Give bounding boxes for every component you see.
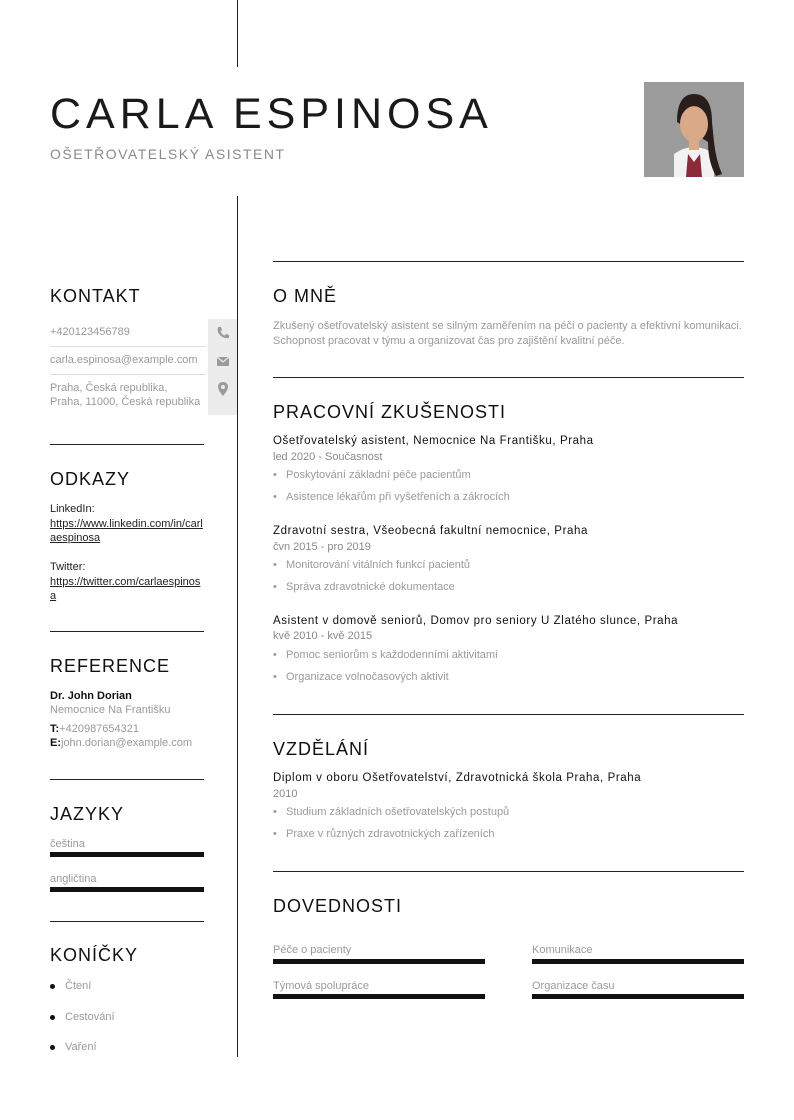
profile-photo	[644, 82, 744, 177]
linkedin-link[interactable]: https://www.linkedin.com/in/carlaespinosa	[50, 518, 203, 544]
job-dates: kvě 2010 - kvě 2015	[273, 630, 373, 642]
job-dates: čvn 2015 - pro 2019	[273, 541, 371, 553]
skill-level-bar	[273, 959, 485, 964]
skill-level-bar	[532, 994, 744, 999]
skill-level-bar	[532, 959, 744, 964]
bullet-dot-icon	[50, 984, 55, 989]
links-heading: ODKAZY	[50, 469, 131, 489]
skill-name: Organizace času	[532, 980, 615, 992]
language-level-bar	[50, 887, 204, 892]
phone-icon	[215, 325, 231, 341]
languages-heading: JAZYKY	[50, 804, 125, 824]
hobby-label: Cestování	[65, 1011, 115, 1023]
about-heading: O MNĚ	[273, 286, 338, 306]
reference-name: Dr. John Dorian	[50, 690, 132, 702]
experience-heading: PRACOVNÍ ZKUŠENOSTI	[273, 402, 507, 422]
job-dates: led 2020 - Současnost	[273, 451, 383, 463]
job-bullet-text: Monitorování vitálních funkcí pacientů	[286, 559, 471, 571]
job-bullet: • Správa zdravotnické dokumentace	[273, 581, 455, 593]
skills-heading: DOVEDNOSTI	[273, 896, 403, 916]
job-bullet-text: Správa zdravotnické dokumentace	[286, 581, 455, 593]
contact-separator	[50, 374, 206, 375]
hobby-label: Vaření	[65, 1041, 97, 1053]
twitter-link[interactable]: https://twitter.com/carlaespinosa	[50, 576, 201, 602]
twitter-label: Twitter:	[50, 561, 86, 573]
section-divider	[273, 377, 744, 378]
reference-email-value[interactable]: john.dorian@example.com	[61, 737, 193, 749]
hobbies-heading: KONÍČKY	[50, 945, 139, 965]
language-level-bar	[50, 852, 204, 857]
profile-photo-image	[644, 82, 744, 177]
hobby-item	[50, 1041, 97, 1053]
job-bullet: • Asistence lékařům při vyšetřeních a zákrocích	[273, 491, 510, 503]
section-divider	[50, 779, 204, 780]
location-pin-icon	[215, 381, 231, 397]
contact-separator	[50, 346, 206, 347]
candidate-title: OŠETŘOVATELSKÝ ASISTENT	[50, 146, 286, 162]
contact-phone[interactable]: +420123456789	[50, 326, 130, 338]
job-title: Zdravotní sestra, Všeobecná fakultní nemocnice, Praha	[273, 525, 588, 537]
job-bullet-text: Poskytování základní péče pacientům	[286, 469, 471, 481]
reference-phone-value[interactable]: +420987654321	[59, 723, 140, 735]
reference-email-label: E:	[50, 737, 61, 749]
job-bullet: • Organizace volnočasových aktivit	[273, 671, 449, 683]
job-bullet: • Poskytování základní péče pacientům	[273, 469, 471, 481]
education-heading: VZDĚLÁNÍ	[273, 739, 370, 759]
hobby-item	[50, 1011, 115, 1023]
section-divider	[273, 871, 744, 872]
section-divider	[50, 631, 204, 632]
job-bullet-text: Organizace volnočasových aktivit	[286, 671, 449, 683]
contact-address-line2: Praha, 11000, Česká republika	[50, 396, 201, 408]
education-bullet-text: Praxe v různých zdravotnických zařízeních	[286, 828, 495, 840]
envelope-icon	[215, 353, 231, 369]
contact-email[interactable]: carla.espinosa@example.com	[50, 354, 198, 366]
job-bullet-text: Pomoc seniorům s každodenními aktivitami	[286, 649, 498, 661]
job-bullet: • Monitorování vitálních funkcí pacientů	[273, 559, 471, 571]
education-bullet-text: Studium základních ošetřovatelských postupů	[286, 806, 510, 818]
column-divider-line	[237, 196, 238, 1057]
skill-level-bar	[273, 994, 485, 999]
language-name: čeština	[50, 838, 85, 850]
reference-organization: Nemocnice Na Františku	[50, 704, 171, 716]
reference-heading: REFERENCE	[50, 656, 171, 676]
skill-name: Týmová spolupráce	[273, 980, 369, 992]
job-bullet: • Pomoc seniorům s každodenními aktivitami	[273, 649, 498, 661]
hobby-label: Čtení	[65, 980, 92, 992]
reference-phone-label: T:	[50, 723, 60, 735]
job-bullet-text: Asistence lékařům při vyšetřeních a zákrocích	[286, 491, 510, 503]
skill-name: Péče o pacienty	[273, 944, 352, 956]
contact-address-line1: Praha, Česká republika,	[50, 382, 168, 394]
job-title: Ošetřovatelský asistent, Nemocnice Na Františku, Praha	[273, 435, 594, 447]
hobby-item	[50, 980, 91, 992]
about-text: Zkušený ošetřovatelský asistent se silným zaměřením na péči o pacienty a efektivní komunikaci. Schopnost pracovat v týmu a organizovat čas pro zajištění kvalitní péče.	[273, 320, 742, 347]
bullet-dot-icon	[50, 1015, 55, 1020]
bullet-dot-icon	[50, 1045, 55, 1050]
education-bullet: • Praxe v různých zdravotnických zařízeních	[273, 828, 495, 840]
reference-phone	[50, 723, 139, 735]
section-divider	[273, 714, 744, 715]
linkedin-label: LinkedIn:	[50, 503, 95, 515]
contact-heading: KONTAKT	[50, 286, 141, 306]
education-year: 2010	[273, 788, 298, 800]
education-bullet: • Studium základních ošetřovatelských postupů	[273, 806, 510, 818]
language-name: angličtina	[50, 873, 97, 885]
section-divider	[50, 444, 204, 445]
top-divider-line	[237, 0, 238, 67]
section-divider	[273, 261, 744, 262]
reference-email	[50, 737, 192, 749]
candidate-name: CARLA ESPINOSA	[50, 90, 493, 138]
education-degree: Diplom v oboru Ošetřovatelství, Zdravotnická škola Praha, Praha	[273, 772, 642, 784]
job-title: Asistent v domově seniorů, Domov pro seniory U Zlatého slunce, Praha	[273, 615, 679, 627]
section-divider	[50, 921, 204, 922]
skill-name: Komunikace	[532, 944, 593, 956]
